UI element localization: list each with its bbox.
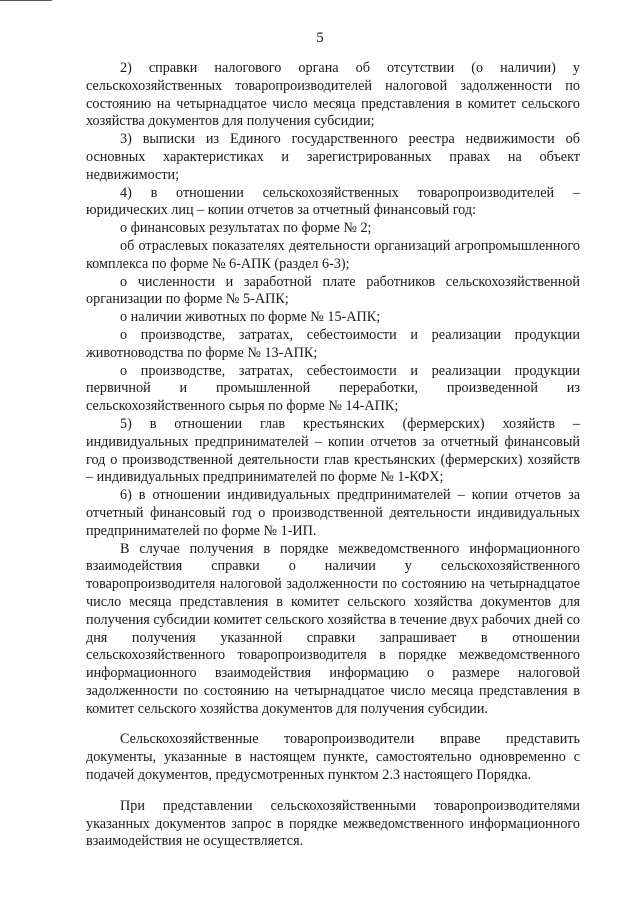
- report-form-13-apk: о производстве, затратах, себестоимости и реализации продукции животноводства по форме № 13-АПК;: [86, 326, 580, 361]
- paragraph-interagency-request: В случае получения в порядке межведомственного информационного взаимодействия справки о наличии у сельскохозяйственного товаропроизводителя налоговой задолженности по состоянию на четырнадцатое число месяца представления в комитет сельского хозяйства документов для получения субсидии комитет сельского хозяйства в течение двух рабочих дней со дня получения указанной справки запрашивает в отношении сельскохозяйственного товаропроизводителя в порядке межведомственного информационного взаимодействия информацию о размере налоговой задолженности по состоянию на четырнадцатое число месяца представления в комитет сельского хозяйства документов для получения субсидии.: [86, 540, 580, 717]
- document-body: [86, 60, 580, 851]
- report-form-2: о финансовых результатах по форме № 2;: [120, 220, 372, 237]
- report-form-5-apk: о численности и заработной плате работников сельскохозяйственной организации по форме № 5-АПК;: [86, 273, 580, 308]
- paragraph-item-2-tax-certificate: 2) справки налогового органа об отсутствии (о наличии) у сельскохозяйственных товаропроизводителей налоговой задолженности по состоянию на четырнадцатое число месяца представления в комитет сельского хозяйства документов для получения субсидии;: [86, 60, 580, 130]
- paragraph-item-4-legal-entities-reports: 4) в отношении сельскохозяйственных товаропроизводителей – юридических лиц – копии отчетов за отчетный финансовый год:: [86, 184, 580, 219]
- report-form-14-apk: о производстве, затратах, себестоимости и реализации продукции первичной и промышленной переработки, произведенной из сельскохозяйственного сырья по форме № 14-АПК;: [86, 362, 580, 415]
- paragraph-no-request: При представлении сельскохозяйственными товаропроизводителями указанных документов запрос в порядке межведомственного информационного взаимодействия не осуществляется.: [86, 797, 580, 850]
- report-form-15-apk: о наличии животных по форме № 15-АПК;: [120, 309, 381, 326]
- report-form-6-apk: об отраслевых показателях деятельности организаций агропромышленного комплекса по форме № 6-АПК (раздел 6-3);: [86, 237, 580, 272]
- paragraph-self-submission: Сельскохозяйственные товаропроизводители вправе представить документы, указанные в настоящем пункте, самостоятельно одновременно с подачей документов, предусмотренных пунктом 2.3 настоящего Порядка.: [86, 731, 580, 784]
- paragraph-item-6-ip-reports: 6) в отношении индивидуальных предпринимателей – копии отчетов за отчетный финансовый год о производственной деятельности индивидуальных предпринимателей по форме № 1-ИП.: [86, 487, 580, 539]
- scan-corner-mark: [0, 0, 52, 1]
- page-number: 5: [316, 30, 324, 46]
- paragraph-item-3-real-estate-extract: 3) выписки из Единого государственного реестра недвижимости об основных характеристиках и зарегистрированных правах на объект недвижимости;: [86, 131, 580, 183]
- paragraph-item-5-kfh-reports: 5) в отношении глав крестьянских (фермерских) хозяйств – индивидуальных предпринимателей – копии отчетов за отчетный финансовый год о производственной деятельности глав крестьянских (фермерских) хозяйств – индивидуальных предпринимателей по форме № 1-КФХ;: [86, 415, 580, 486]
